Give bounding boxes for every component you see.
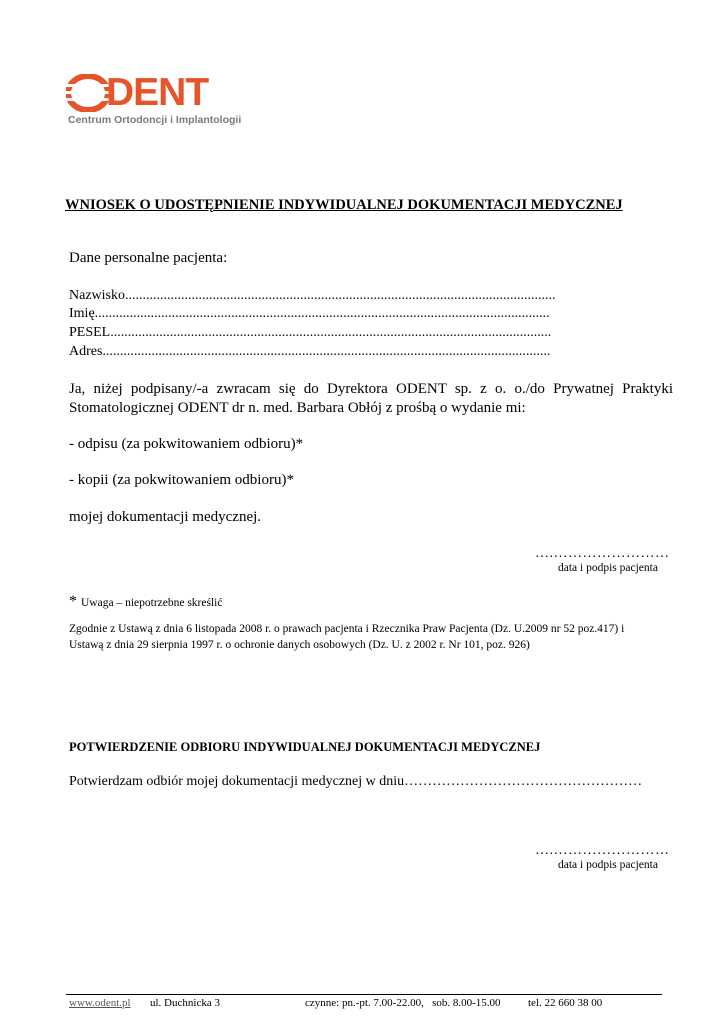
signature-label: data i podpis pacjenta	[558, 562, 658, 574]
logo-text	[66, 71, 209, 114]
request-line-1: Ja, niżej podpisany/-a zwracam się do Dyrektora ODENT sp. z o. o./do Prywatnej Praktyki	[69, 381, 673, 397]
logo-name: DENT	[106, 71, 209, 114]
law-line-1: Zgodnie z Ustawą z dnia 6 listopada 2008 r. o prawach pacjenta i Rzecznika Praw Pacjenta (Dz. U.2009 nr 52 poz.417) i	[69, 623, 625, 635]
note	[69, 593, 222, 611]
first-name-field: Imię..................................................................................................................................	[69, 306, 550, 321]
signature-line: ….……………………	[535, 546, 670, 561]
note-text: Uwaga – niepotrzebne skreślić	[81, 597, 223, 609]
request-line-2: Stomatologicznej ODENT dr n. med. Barbara Obłój z prośbą o wydanie mi:	[69, 400, 526, 416]
footer-website-link[interactable]: www.odent.pl	[69, 997, 131, 1009]
footer-hours: czynne: pn.-pt. 7.00-22.00, sob. 8.00-15.00	[305, 997, 501, 1009]
signature-line-2: ….……………………	[535, 843, 670, 858]
confirmation-title: POTWIERDZENIE ODBIORU INDYWIDUALNEJ DOKUMENTACJI MEDYCZNEJ	[69, 740, 541, 754]
logo-subtitle: Centrum Ortodoncji i Implantologii	[68, 114, 242, 126]
documentation-text: mojej dokumentacji medycznej.	[69, 509, 262, 525]
footer-divider	[66, 994, 662, 995]
option-copy: - kopii (za pokwitowaniem odbioru)*	[69, 472, 294, 488]
confirmation-text: Potwierdzam odbiór mojej dokumentacji medycznej w dniu……………………………………………	[69, 774, 643, 789]
address-field: Adres................................................................................................................................	[69, 344, 551, 359]
odent-logo	[66, 71, 242, 132]
law-line-2: Ustawą z dnia 29 sierpnia 1997 r. o ochronie danych osobowych (Dz. U. z 2002 r. Nr 101, poz. 926)	[69, 639, 530, 651]
note-star: *	[69, 593, 77, 610]
document-title: WNIOSEK O UDOSTĘPNIENIE INDYWIDUALNEJ DOKUMENTACJI MEDYCZNEJ	[65, 197, 623, 213]
footer-phone: tel. 22 660 38 00	[528, 997, 603, 1009]
signature-label-2: data i podpis pacjenta	[558, 859, 658, 871]
footer-address: ul. Duchnicka 3	[150, 997, 220, 1009]
pesel-field: PESEL..............................................................................................................................	[69, 325, 552, 340]
surname-field: Nazwisko...........................................................................................................................	[69, 288, 556, 303]
option-copy-extract: - odpisu (za pokwitowaniem odbioru)*	[69, 436, 304, 452]
personal-data-header: Dane personalne pacjenta:	[69, 250, 228, 266]
